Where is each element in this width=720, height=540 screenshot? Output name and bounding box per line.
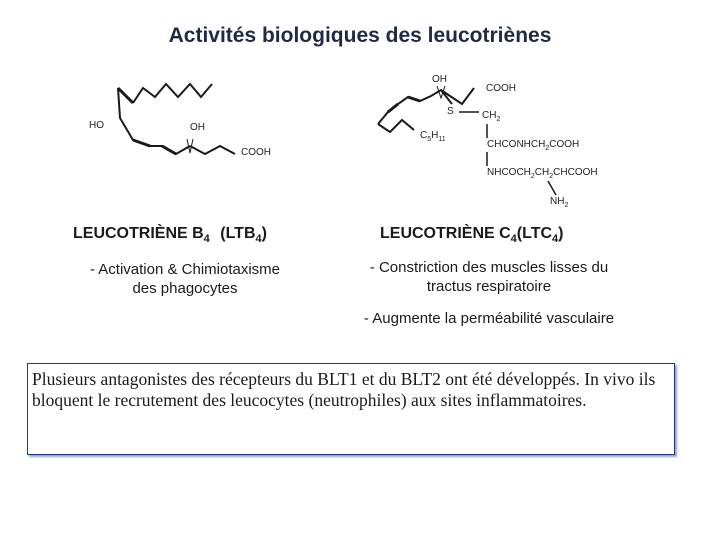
ltc4-c5h11-label: $C_5H_{11}$ — [420, 130, 446, 143]
ltc4-tail — [378, 120, 414, 132]
ltb4-oh-label: OH — [190, 122, 205, 133]
ltc4-activity-1 — [335, 258, 643, 296]
ltb4-heading: LEUCOTRIÈNE $B_4$ $(LTB_4)$ — [73, 225, 267, 246]
ltc4-double-bond-2 — [408, 97, 420, 101]
ltb4-activity — [50, 260, 320, 298]
ltc4-triene — [378, 90, 452, 124]
ltc4-oh-label: OH — [432, 74, 447, 85]
ltc4-heading: LEUCOTRIÈNE $C_4(LTC_4)$ — [380, 225, 564, 246]
ltb4-activity-line2: des phagocytes — [132, 280, 238, 297]
ltc4-s-label: S — [447, 106, 454, 117]
ltb4-cooh-label: COOH — [241, 147, 271, 158]
ltb4-activity-line1: - Activation & Chimiotaxisme — [89, 261, 281, 278]
ltc4-activity-1-line1: - Constriction des muscles lisses du — [369, 259, 609, 276]
ltc4-double-bond-1 — [388, 104, 398, 112]
page-title: Activités biologiques des leucotriènes — [168, 24, 552, 47]
note-text: Plusieurs antagonistes des récepteurs du BLT1 et du BLT2 ont été développés. In vivo ils bloquent le recrutement des leucocytes (neutrophiles) aux sites inflammatoires. — [32, 369, 656, 410]
ltc4-chconh-label: $CHCONHCH_2COOH$ — [487, 139, 580, 152]
ltc4-ch2-label: $CH_2$ — [482, 110, 501, 123]
ltc4-nh2-label: $NH_2$ — [550, 196, 569, 209]
ltc4-nhco-label: $NHCOCH_2CH_2CHCOOH$ — [487, 167, 598, 180]
ltc4-cooh-label: COOH — [486, 83, 516, 94]
ltc4-activity-1-line2: tractus respiratoire — [426, 278, 552, 295]
ltb4-ho-label: HO — [89, 120, 104, 131]
ltc4-activity-2: - Augmente la perméabilité vasculaire — [363, 310, 615, 327]
ltc4-nh2-bond — [548, 181, 556, 195]
